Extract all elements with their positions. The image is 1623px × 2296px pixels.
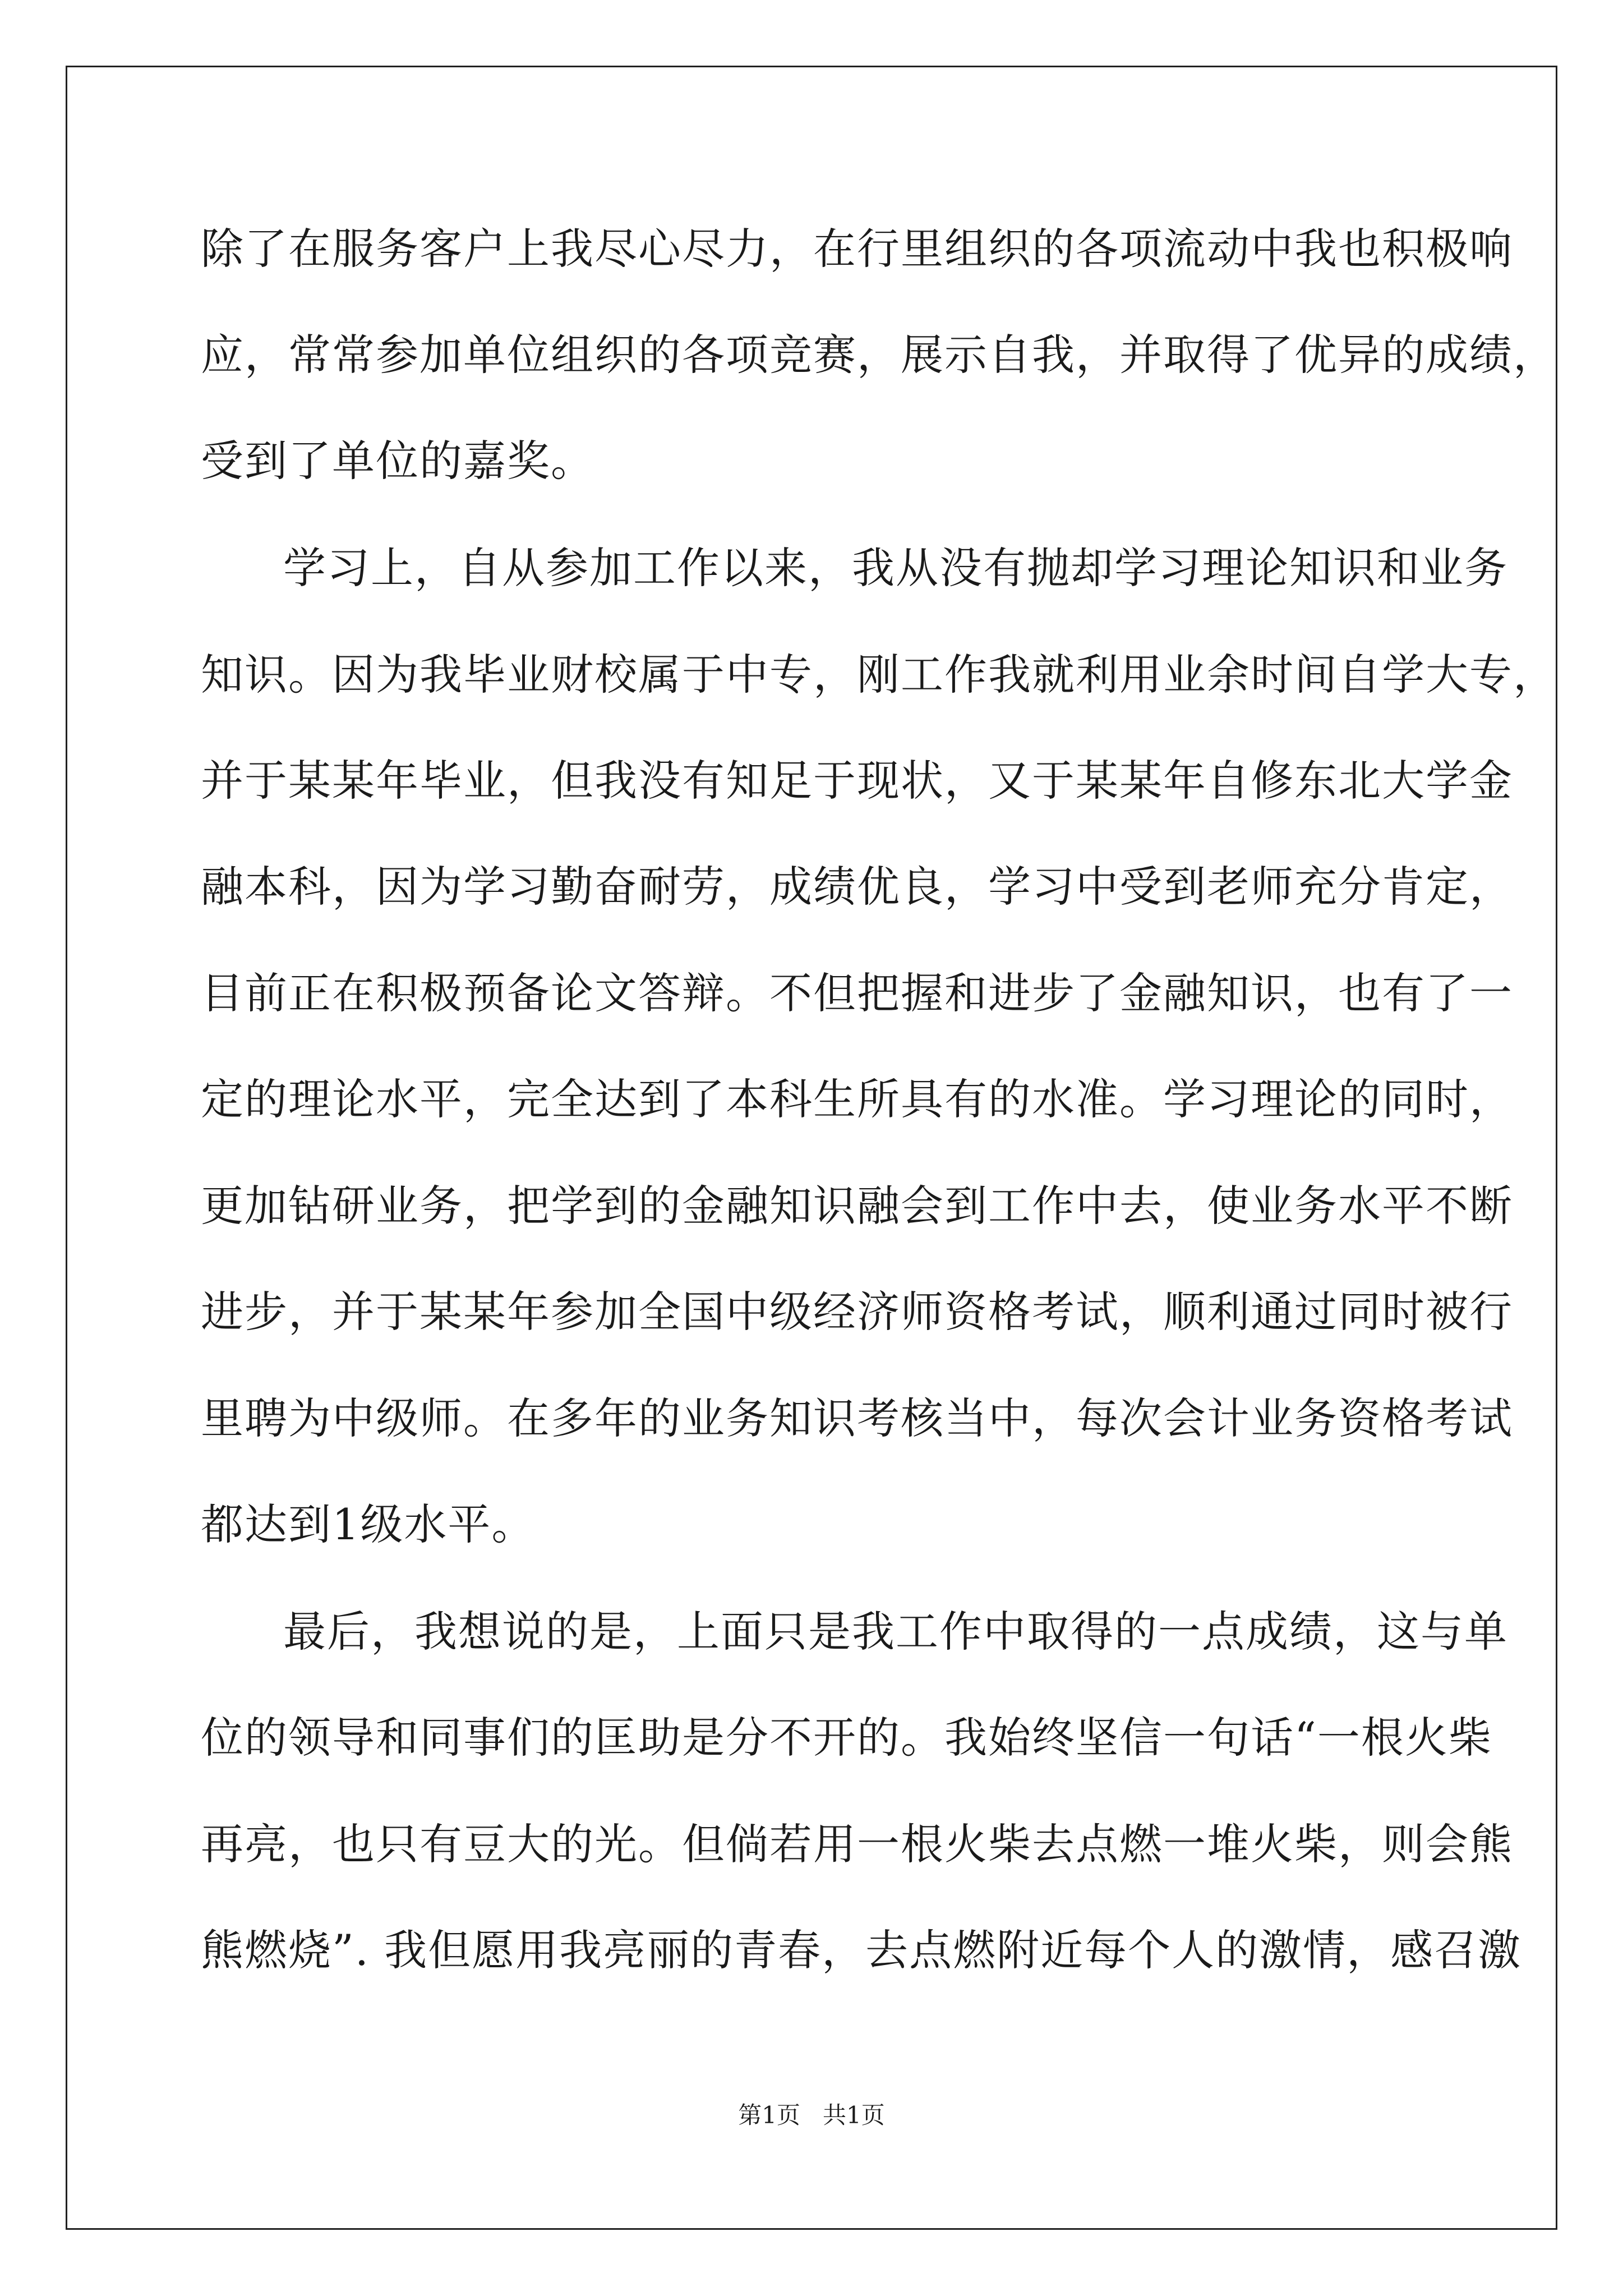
text-line: 位的领导和同事们的匡助是分不开的。我始终坚信一句话“一根火柴 bbox=[201, 1713, 1492, 1763]
text-line: 融本科，因为学习勤奋耐劳，成绩优良，学习中受到老师充分肯定， bbox=[201, 862, 1513, 912]
text-line: 定的理论水平，完全达到了本科生所具有的水准。学习理论的同时， bbox=[201, 1074, 1513, 1124]
text-line: 知识。因为我毕业财校属于中专，刚工作我就利用业余时间自学大专， bbox=[201, 650, 1557, 700]
text-line: 受到了单位的嘉奖。 bbox=[201, 436, 594, 486]
text-line: 都达到1级水平。 bbox=[201, 1499, 536, 1549]
paragraph-first-line: 最后，我想说的是，上面只是我工作中取得的一点成绩，这与单 bbox=[283, 1607, 1508, 1657]
paragraph-first-line: 学习上，自从参加工作以来，我从没有抛却学习理论知识和业务 bbox=[283, 543, 1508, 593]
text-line: 进步，并于某某年参加全国中级经济师资格考试，顺利通过同时被行 bbox=[201, 1287, 1513, 1337]
text-line: 更加钻研业务，把学到的金融知识融会到工作中去，使业务水平不断 bbox=[201, 1181, 1513, 1231]
text-line: 并于某某年毕业，但我没有知足于现状，又于某某年自修东北大学金 bbox=[201, 756, 1513, 806]
page-border bbox=[66, 66, 1557, 2230]
text-line: 应，常常参加单位组织的各项竞赛，展示自我，并取得了优异的成绩， bbox=[201, 330, 1557, 380]
text-line: 里聘为中级师。在多年的业务知识考核当中，每次会计业务资格考试 bbox=[201, 1393, 1513, 1443]
text-line: 除了在服务客户上我尽心尽力，在行里组织的各项流动中我也积极响 bbox=[201, 224, 1513, 274]
text-line: 再亮，也只有豆大的光。但倘若用一根火柴去点燃一堆火柴，则会熊 bbox=[201, 1819, 1513, 1869]
text-line: 熊燃烧”. 我但愿用我亮丽的青春，去点燃附近每个人的激情，感召激 bbox=[201, 1925, 1522, 1975]
text-line: 目前正在积极预备论文答辩。不但把握和进步了金融知识，也有了一 bbox=[201, 968, 1513, 1018]
page-number-footer: 第1页 共1页 bbox=[738, 2101, 885, 2129]
